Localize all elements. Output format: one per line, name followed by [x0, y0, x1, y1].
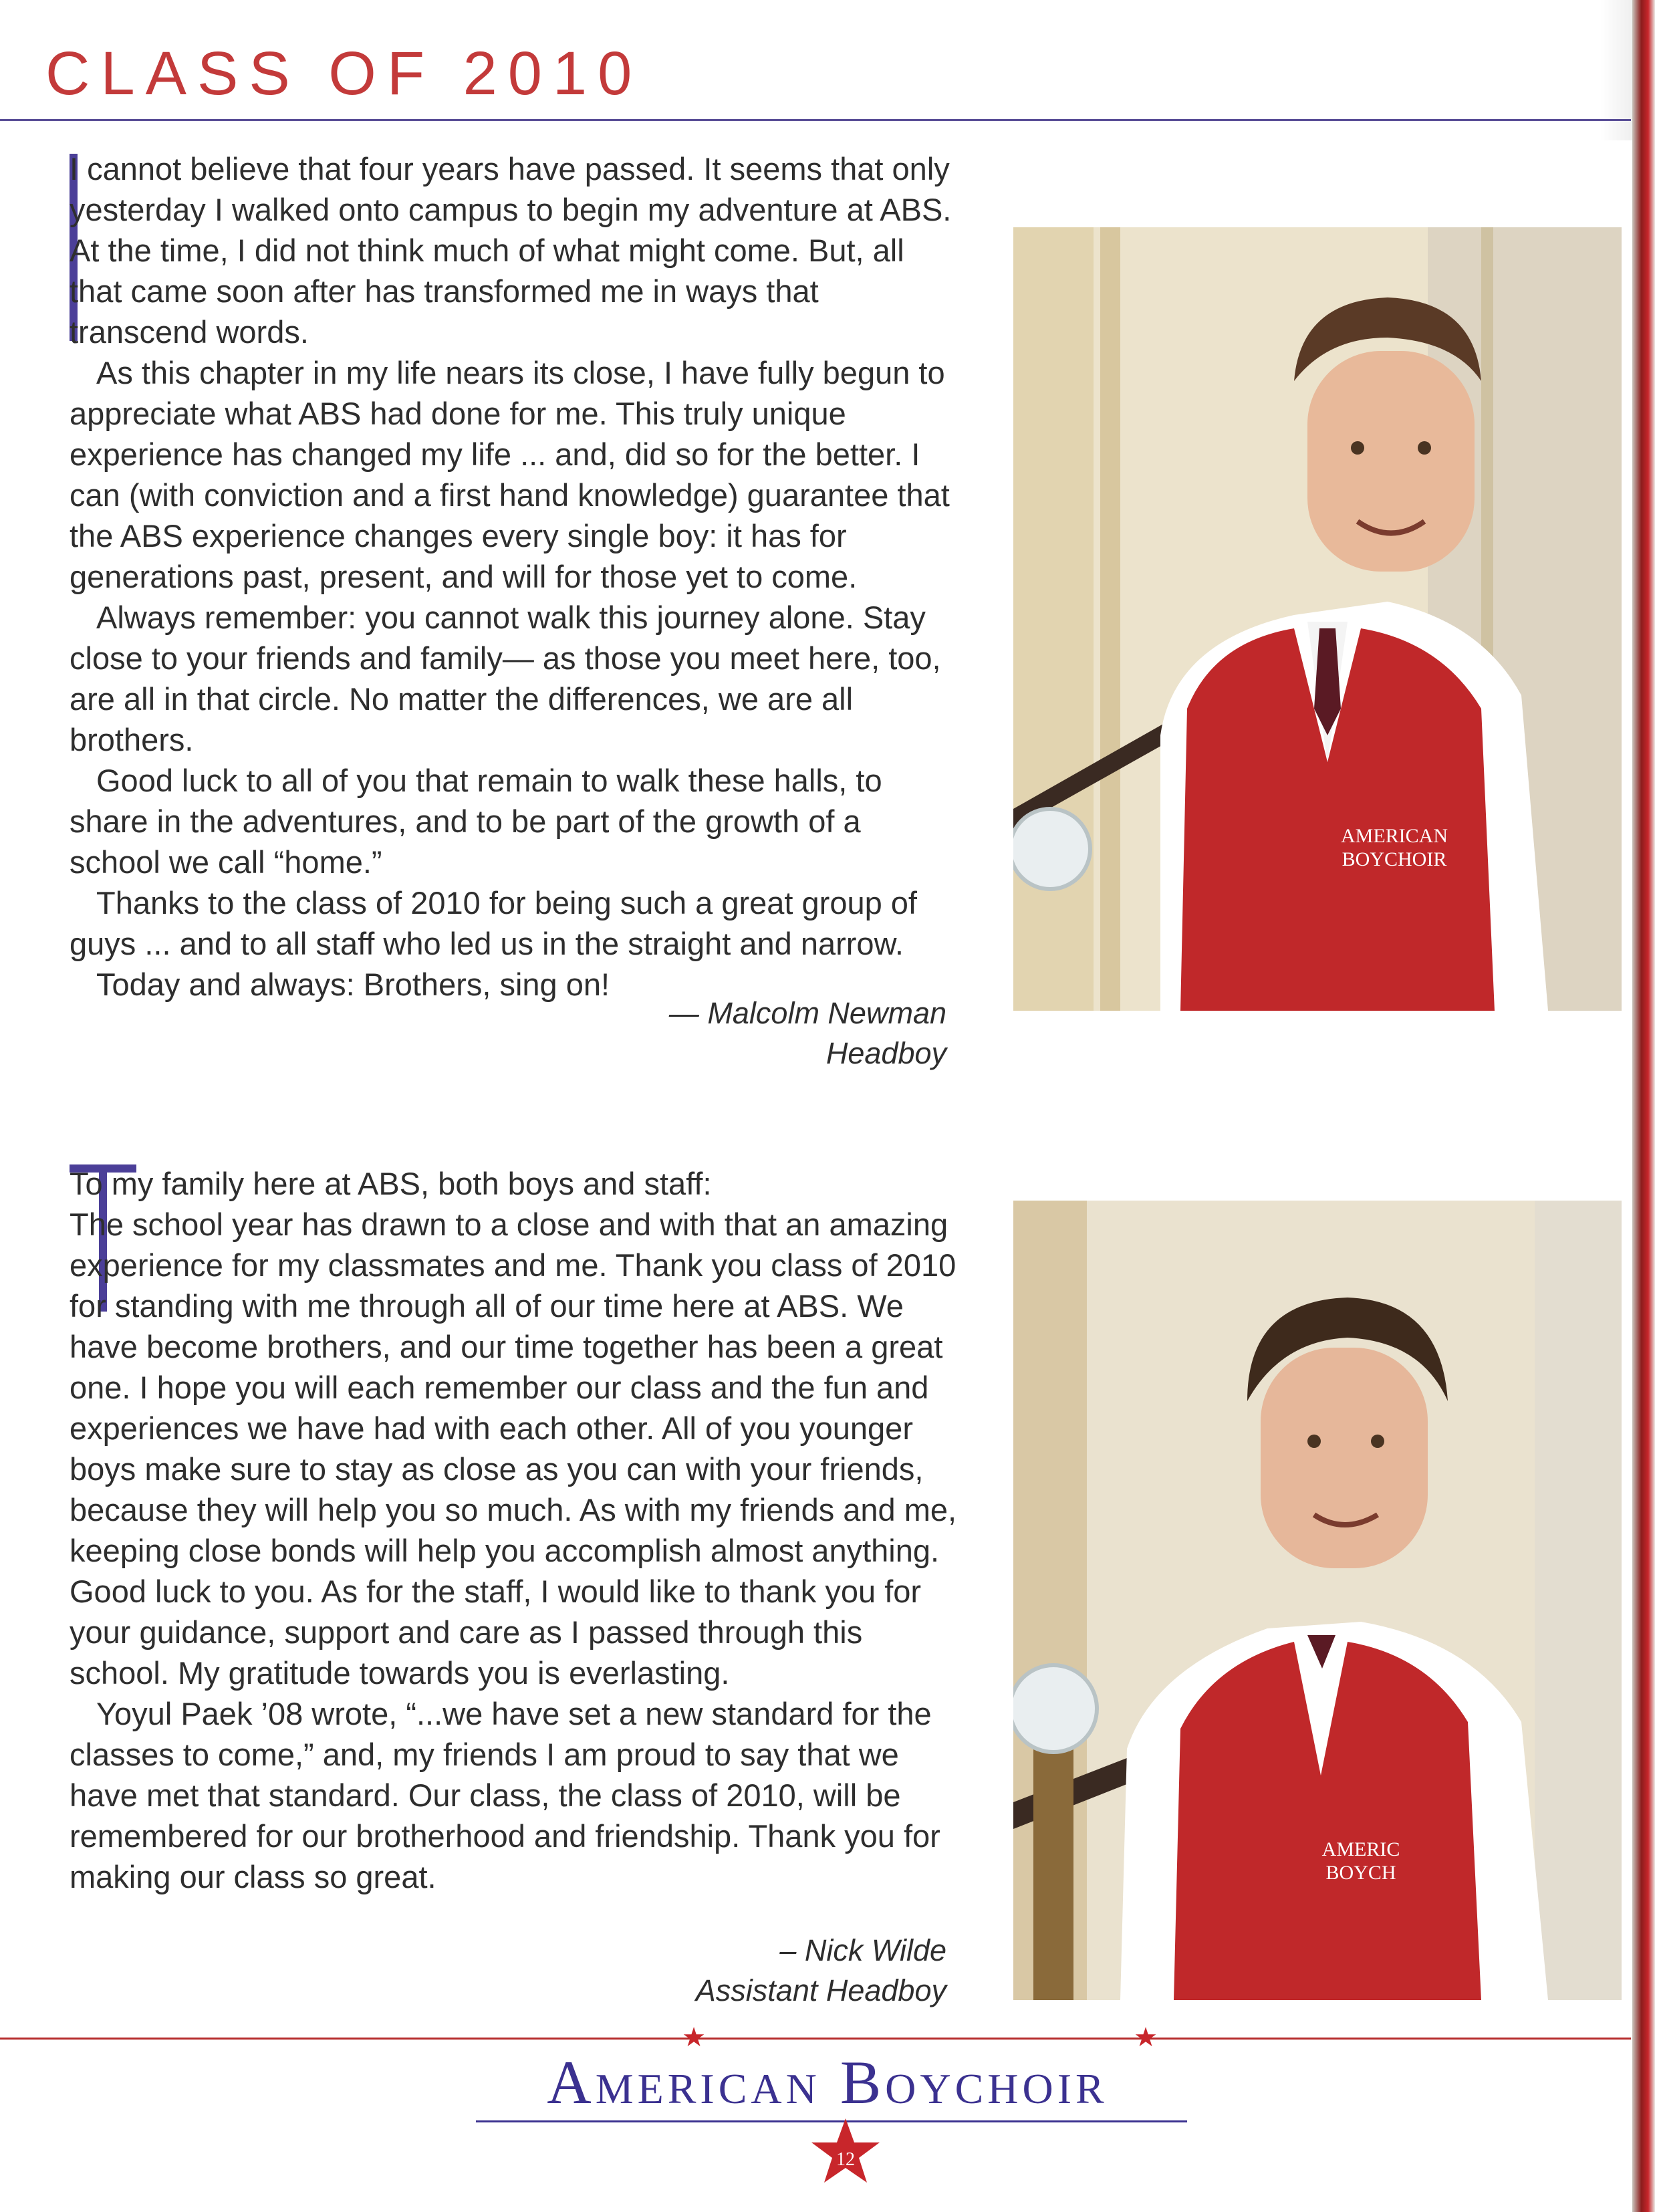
signature-title: Assistant Headboy	[695, 1973, 946, 2007]
letter-paragraph: Yoyul Paek ’08 wrote, “...we have set a new standard for the classes to come,” and, my friends I am proud to say that we have met that standard. Our class, the class of 2010, will be remembered for our brotherhood and friendship. Thank you for making our class so great.	[70, 1696, 940, 1894]
vest-logo-line2: BOYCHOIR	[1342, 848, 1447, 870]
signature-title: Headboy	[825, 1036, 946, 1070]
letter-paragraph: Good luck to all of you that remain to walk these halls, to share in the adventures, and to be part of the growth of a school we call “home.”	[70, 763, 882, 880]
vest-logo-line2: BOYCH	[1325, 1862, 1396, 1884]
portrait-photo-assistant-headboy	[1013, 1201, 1622, 2000]
vest-logo-line1: AMERIC	[1321, 1838, 1400, 1860]
letter-paragraph: I cannot believe that four years have passed. It seems that only yesterday I walked onto campus to begin my adventure at ABS. At the time, I did not think much of what might come. But, all that came soon after has transformed me in ways that transcend words.	[70, 151, 952, 350]
page-number: 12	[836, 2149, 855, 2170]
letter-paragraph: Today and always: Brothers, sing on!	[96, 967, 610, 1002]
letter-paragraph: Thanks to the class of 2010 for being such a great group of guys ... and to all staff who led us in the straight and narrow.	[70, 885, 917, 961]
vest-logo-line1: AMERICAN	[1340, 825, 1448, 847]
star-icon: ★	[682, 2023, 706, 2052]
letter-paragraph: To my family here at ABS, both boys and staff:	[70, 1166, 712, 1201]
star-icon: ★	[1134, 2023, 1158, 2052]
signature-name: – Nick Wilde	[779, 1933, 946, 1967]
letter-paragraph: As this chapter in my life nears its close, I have fully begun to appreciate what ABS had done for me. This truly unique experience has changed my life ... and, did so for the better. I can (with conviction and a first hand knowledge) guarantee that the ABS experience changes every single boy: it has for generations past, present, and will for those yet to come.	[70, 355, 950, 594]
signature-assistant-headboy	[696, 1931, 946, 2011]
portrait-photo-headboy	[1013, 227, 1622, 1011]
page-edge	[1632, 0, 1655, 2212]
signature-name: — Malcolm Newman	[668, 996, 946, 1030]
portrait-illustration	[1013, 227, 1622, 1011]
portrait-illustration	[1013, 1201, 1622, 2000]
signature-headboy	[669, 993, 946, 1074]
letter-paragraph: The school year has drawn to a close and with that an amazing experience for my classmates and me. Thank you class of 2010 for standing with me through all of our time here at ABS. We have become brothers, and our time together has been a great one. I hope you will each remember our class and the fun and experiences we have had with each other. All of you younger boys make sure to stay as close as you can with your friends, because they will help you so much. As with my friends and me, keeping close bonds will help you accomplish almost anything. Good luck to you. As for the staff, I would like to thank you for your guidance, support and care as I passed through this school. My gratitude towards you is everlasting.	[70, 1207, 957, 1691]
letter-headboy	[70, 148, 959, 1005]
footer-rule	[0, 2038, 1631, 2040]
letter-assistant-headboy	[70, 1163, 959, 1897]
letter-paragraph: Always remember: you cannot walk this journey alone. Stay close to your friends and family— as those you meet here, too, are all in that circle. No matter the differences, we are all brothers.	[70, 600, 941, 757]
brand-logo-text: American Boychoir	[547, 2048, 1108, 2116]
page-title: CLASS OF 2010	[45, 39, 643, 108]
header-rule	[0, 119, 1631, 121]
